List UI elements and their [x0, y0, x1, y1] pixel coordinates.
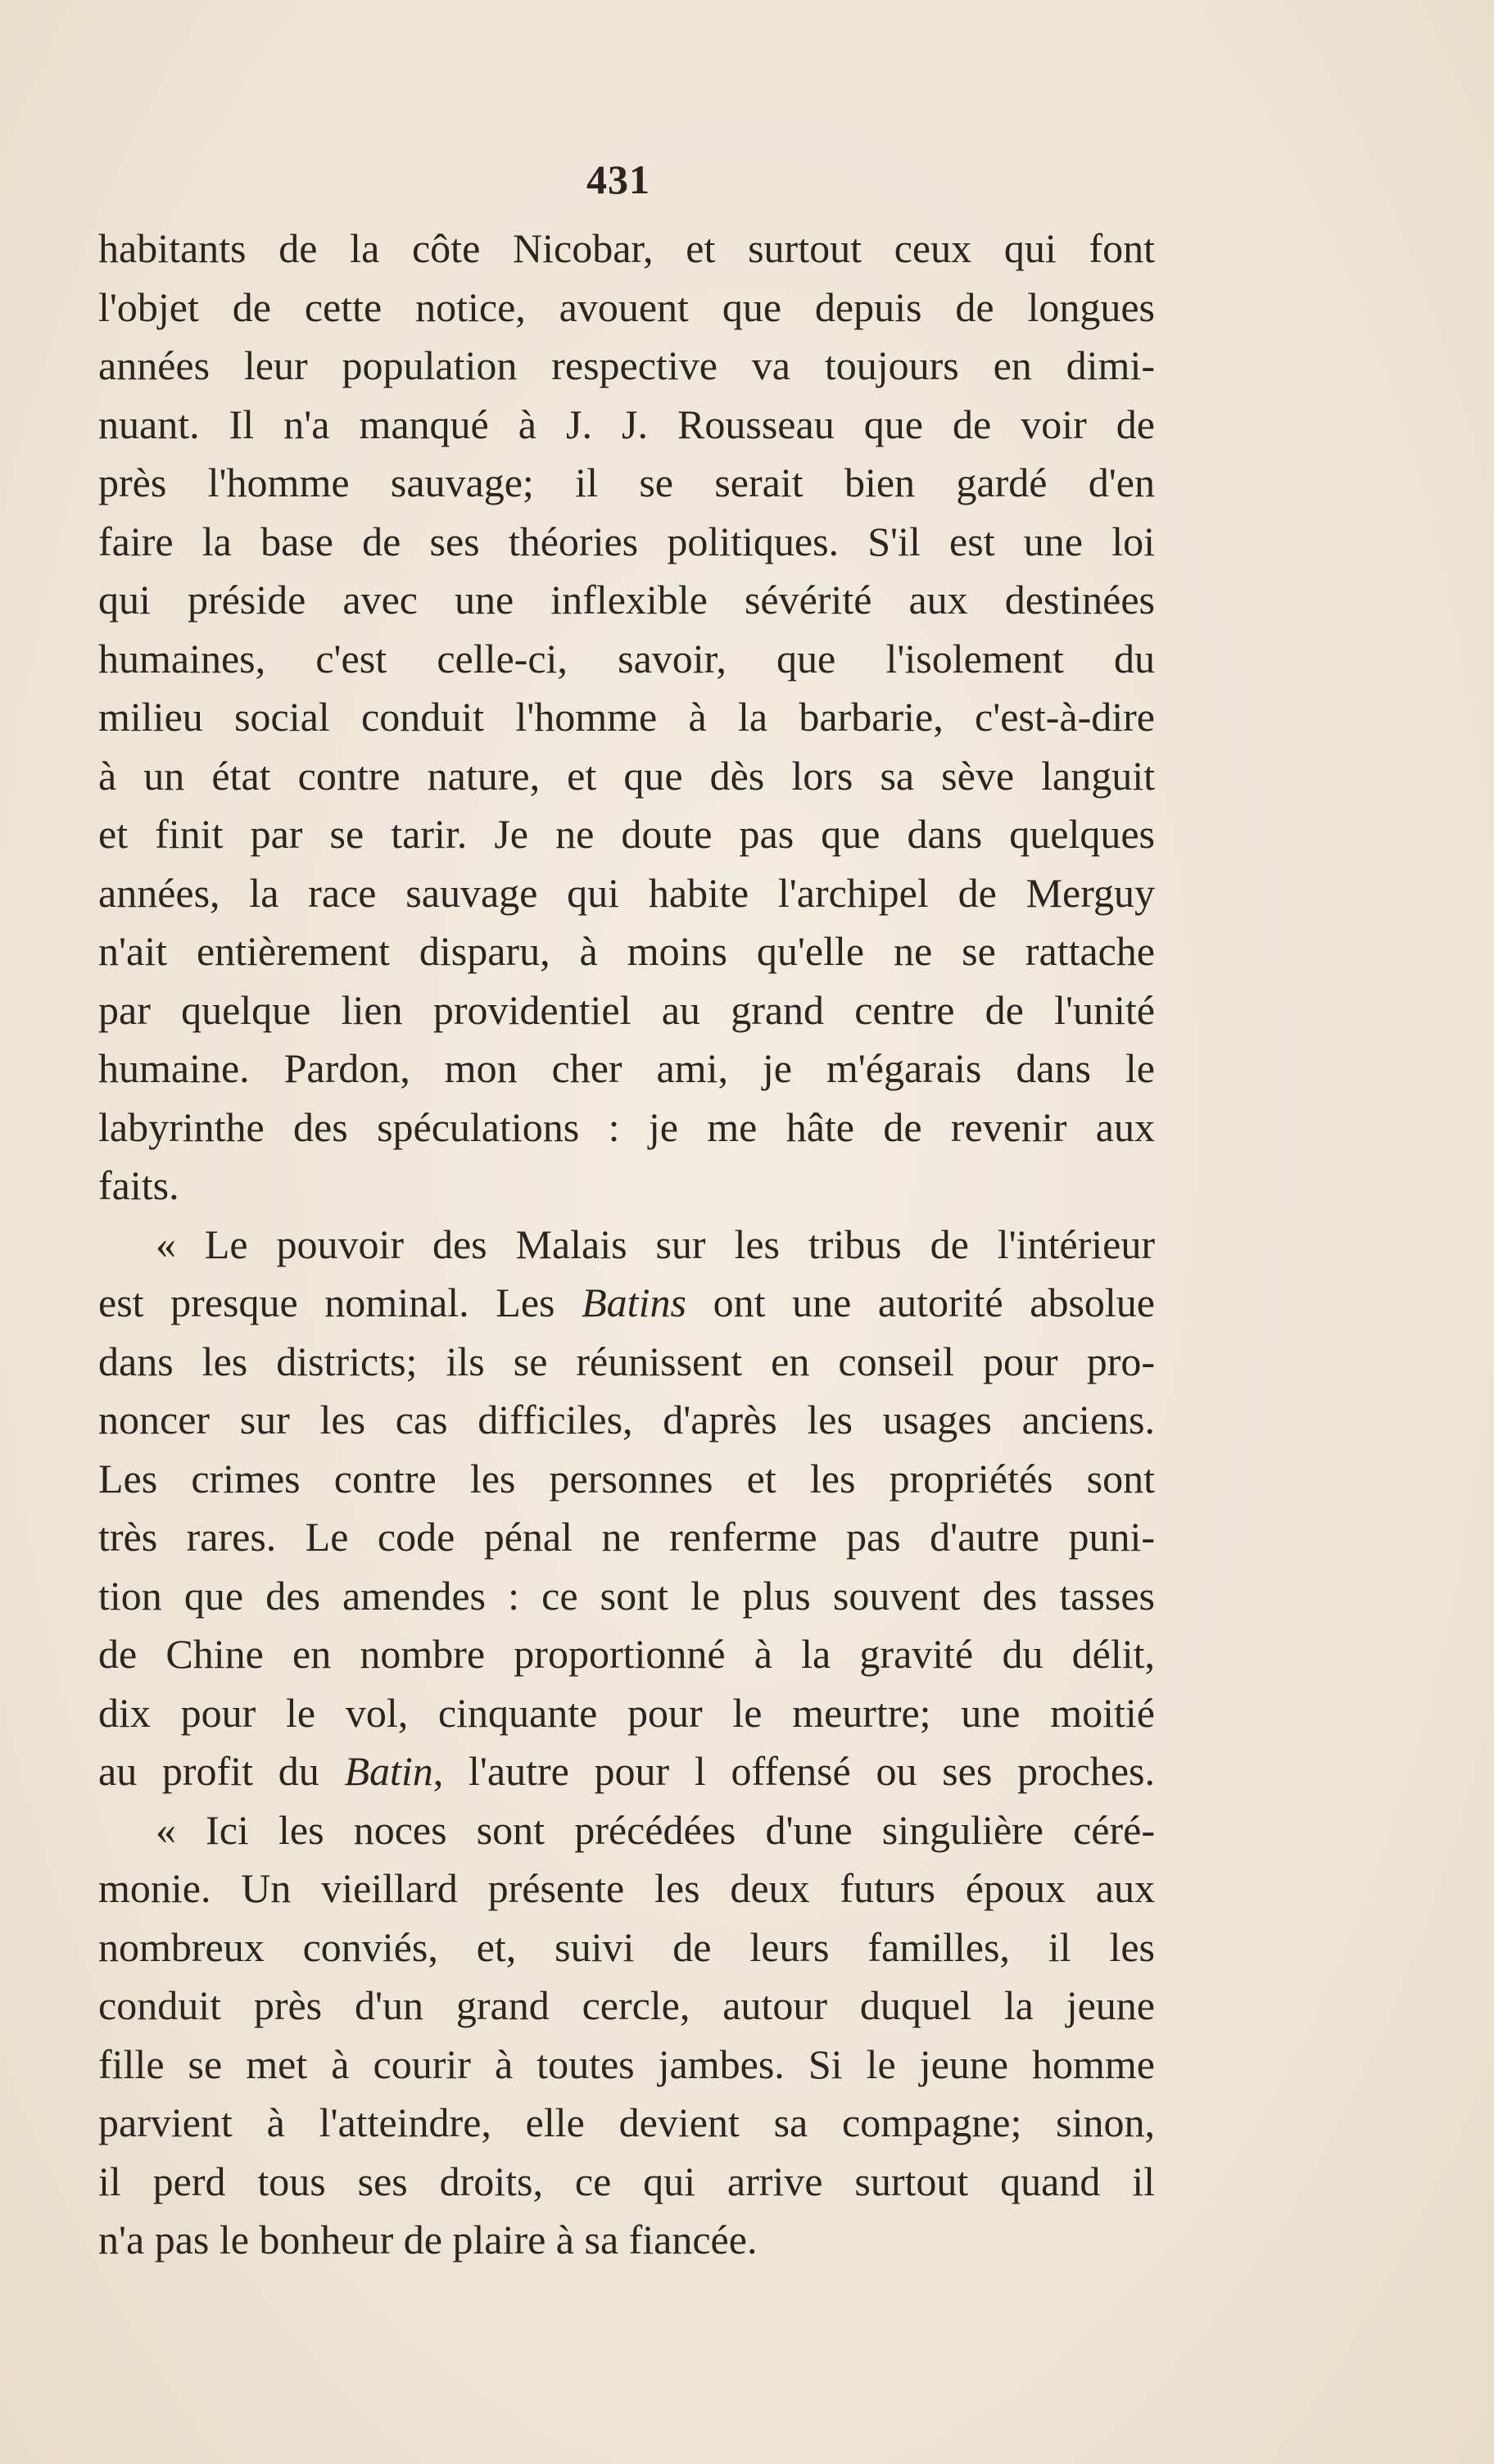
italic-term: Batin	[344, 1748, 433, 1794]
text-line: labyrinthe des spéculations : je me hâte de revenir aux	[98, 1103, 1155, 1150]
text-line: faits.	[98, 1162, 179, 1208]
text-line: près l'homme sauvage; il se serait bien gardé d'en	[98, 460, 1155, 505]
text-segment: , l'autre pour l offensé ou ses proches.	[432, 1748, 1155, 1794]
text-line: monie. Un vieillard présente les deux futurs époux aux	[98, 1865, 1155, 1911]
text-line: nuant. Il n'a manqué à J. J. Rousseau que de voir de	[98, 401, 1155, 447]
text-line: à un état contre nature, et que dès lors sa sève languit	[98, 752, 1155, 799]
text-segment: ont une autorité absolue	[686, 1280, 1155, 1325]
text-line: humaine. Pardon, mon cher ami, je m'égarais dans le	[98, 1045, 1155, 1091]
text-line: « Le pouvoir des Malais sur les tribus de l'intérieur	[156, 1221, 1155, 1267]
text-line: nombreux conviés, et, suivi de leurs familles, il les	[98, 1923, 1155, 1970]
text-line: « Ici les noces sont précédées d'une singulière céré-	[156, 1806, 1155, 1853]
text-line: parvient à l'atteindre, elle devient sa compagne; sinon,	[98, 2099, 1155, 2145]
text-line: habitants de la côte Nicobar, et surtout ceux qui font	[98, 225, 1155, 271]
text-line: humaines, c'est celle-ci, savoir, que l'isolement du	[98, 635, 1155, 682]
text-line: l'objet de cette notice, avouent que depuis de longues	[98, 283, 1155, 330]
text-line: années, la race sauvage qui habite l'archipel de Merguy	[98, 869, 1155, 916]
text-line: fille se met à courir à toutes jambes. Si le jeune homme	[98, 2040, 1155, 2087]
text-line: années leur population respective va toujours en dimi-	[98, 342, 1155, 388]
page-number: 431	[586, 156, 650, 202]
text-line: Les crimes contre les personnes et les propriétés sont	[98, 1455, 1155, 1502]
text-line: et finit par se tarir. Je ne doute pas que dans quelques	[98, 811, 1155, 857]
text-line: de Chine en nombre proportionné à la gravité du délit,	[98, 1631, 1155, 1677]
text-line: faire la base de ses théories politiques. S'il est une loi	[98, 518, 1155, 564]
text-line: n'ait entièrement disparu, à moins qu'elle ne se rattache	[98, 928, 1155, 974]
text-line: très rares. Le code pénal ne renferme pas d'autre puni-	[98, 1514, 1155, 1560]
text-line: conduit près d'un grand cercle, autour duquel la jeune	[98, 1982, 1155, 2028]
text-line: qui préside avec une inflexible sévérité aux destinées	[98, 577, 1155, 623]
text-segment: est presque nominal. Les	[98, 1280, 582, 1325]
text-line: par quelque lien providentiel au grand centre de l'unité	[98, 986, 1155, 1033]
text-segment: au profit du	[98, 1748, 345, 1794]
text-line: noncer sur les cas difficiles, d'après les usages anciens.	[98, 1397, 1155, 1443]
text-line: n'a pas le bonheur de plaire à sa fiancée.	[98, 2217, 758, 2262]
text-line	[98, 1742, 1155, 1801]
text-line	[98, 1274, 1155, 1333]
text-line: tion que des amendes : ce sont le plus souvent des tasses	[98, 1572, 1155, 1619]
text-line: il perd tous ses droits, ce qui arrive surtout quand il	[98, 2158, 1155, 2204]
text-line: milieu social conduit l'homme à la barbarie, c'est-à-dire	[98, 694, 1155, 740]
text-line: dans les districts; ils se réunissent en conseil pour pro-	[98, 1338, 1155, 1384]
italic-term: Batins	[582, 1280, 686, 1325]
text-line: dix pour le vol, cinquante pour le meurtre; une moitié	[98, 1689, 1155, 1736]
body-text	[98, 220, 1155, 2270]
